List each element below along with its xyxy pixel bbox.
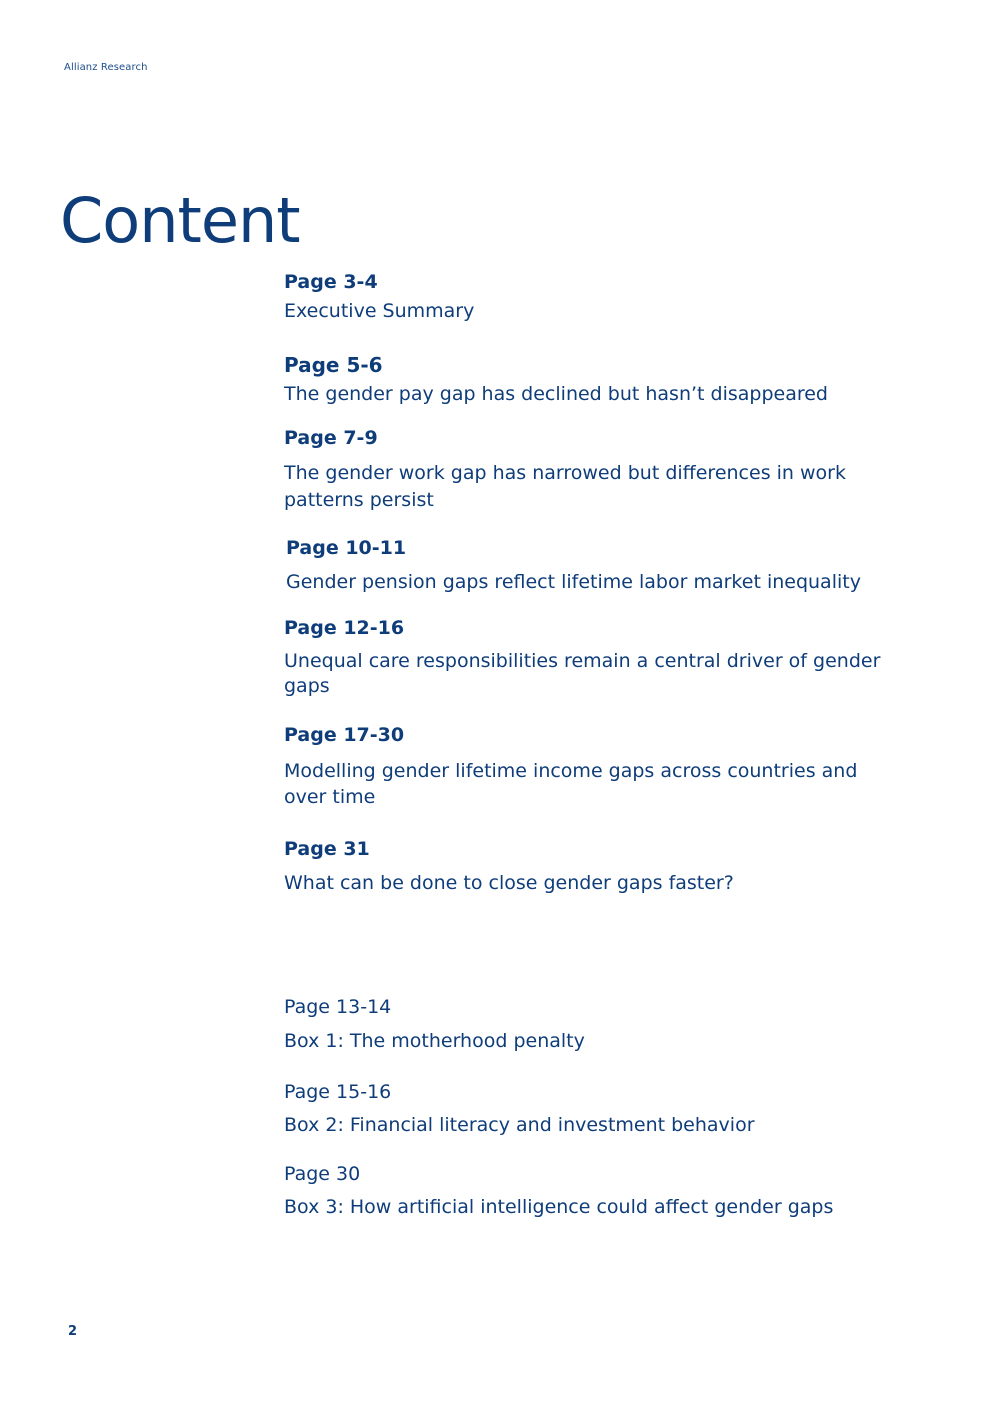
- toc-page-range: Page 5-6: [284, 353, 383, 377]
- toc-entry-title: Unequal care responsibilities remain a central driver of gender gaps: [284, 650, 881, 697]
- toc-box-entry: [284, 1080, 924, 1138]
- toc-page-range: Page 10-11: [286, 537, 407, 559]
- toc-page-range: Page 13-14: [284, 996, 392, 1018]
- toc-entry: [284, 353, 924, 407]
- toc-box-entry: [284, 1162, 924, 1220]
- toc-entry-title: Gender pension gaps reflect lifetime labor market inequality: [286, 571, 861, 593]
- toc-entry-title: The gender work gap has narrowed but differences in work patterns persist: [284, 462, 846, 511]
- toc-entry: [284, 616, 924, 699]
- toc-page-range: Page 3-4: [284, 271, 378, 293]
- toc-page-range: Page 7-9: [284, 427, 378, 449]
- page-number: 2: [68, 1324, 78, 1339]
- report-header: Allianz Research: [64, 62, 148, 73]
- toc-entry-title: Box 1: The motherhood penalty: [284, 1030, 585, 1052]
- toc-entry-title: Modelling gender lifetime income gaps across countries and over time: [284, 760, 858, 808]
- toc-page-range: Page 12-16: [284, 617, 405, 639]
- toc-box-entry: [284, 995, 924, 1054]
- toc-entry: [284, 723, 924, 810]
- toc-entry: [286, 536, 926, 595]
- toc-entry: [284, 426, 924, 514]
- toc-entry-title: The gender pay gap has declined but hasn’t disappeared: [284, 383, 828, 405]
- page-title: Content: [60, 183, 300, 257]
- toc-page-range: Page 31: [284, 838, 370, 860]
- toc-entry: [284, 837, 924, 896]
- toc-entry: [284, 270, 924, 324]
- toc-entry-title: Box 2: Financial literacy and investment behavior: [284, 1114, 755, 1136]
- toc-entry-title: What can be done to close gender gaps faster?: [284, 872, 734, 894]
- toc-entry-title: Executive Summary: [284, 300, 475, 322]
- toc-page-range: Page 30: [284, 1163, 361, 1185]
- toc-entry-title: Box 3: How artificial intelligence could affect gender gaps: [284, 1196, 834, 1218]
- toc-page-range: Page 17-30: [284, 724, 405, 746]
- toc-page-range: Page 15-16: [284, 1081, 392, 1103]
